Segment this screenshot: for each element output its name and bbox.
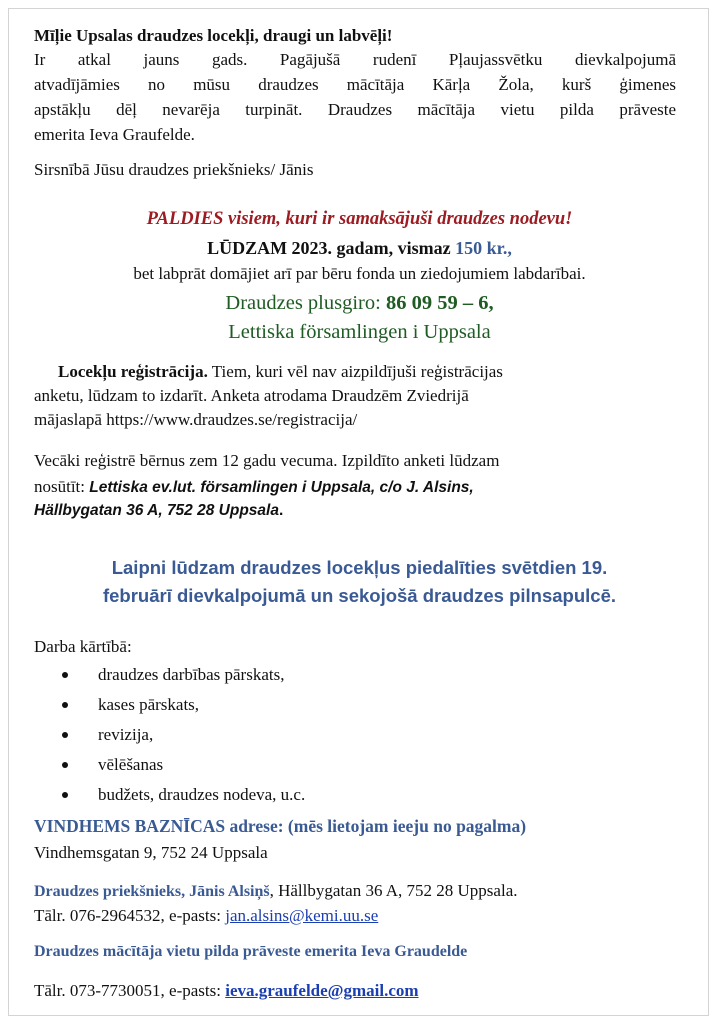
intro-line-2: atvadījāmies no mūsu draudzes mācītāja Kārļa Žola, kurš ģimenes	[34, 75, 676, 94]
agenda-item	[62, 694, 305, 724]
bullet-icon	[62, 762, 68, 768]
children-line-1: Vecāki reģistrē bērnus zem 12 gadu vecuma. Izpildīto anketi lūdzam	[34, 451, 500, 470]
pastor-phone: Tālr. 073-7730051, e-pasts:	[34, 981, 226, 1000]
invitation-line-2: februārī dievkalpojumā un sekojošā draudzes pilnsapulcē.	[102, 585, 616, 606]
signature: Sirsnībā Jūsu draudzes priekšnieks/ Jānis	[34, 160, 314, 179]
invitation-line-1: Laipni lūdzam draudzes locekļus piedalīties svētdien 19.	[111, 557, 608, 578]
chair-phone: Tālr. 076-2964532, e-pasts:	[34, 906, 226, 925]
agenda-item-label: draudzes darbības pārskats,	[98, 665, 285, 684]
plusgiro-number: 86 09 59 – 6,	[385, 292, 494, 314]
greeting-heading: Mīļie Upsalas draudzes locekļi, draugi un labvēļi!	[34, 26, 393, 45]
agenda-title: Darba kārtībā:	[34, 637, 132, 656]
agenda-item-label: kases pārskats,	[98, 695, 200, 714]
intro-line-3: apstākļu dēļ nevarēja turpināt. Draudzes mācītāja vietu pilda prāveste	[34, 100, 676, 119]
fee-amount: 150 kr.,	[455, 238, 512, 258]
children-mailing-address: Lettiska ev.lut. församlingen i Uppsala, c/o J. Alsins,	[89, 479, 474, 496]
bullet-icon	[62, 732, 68, 738]
fee-note: bet labprāt domājiet arī par bēru fonda un ziedojumiem labdarībai.	[133, 264, 586, 283]
chair-contact-line	[34, 906, 378, 926]
agenda-item	[62, 784, 305, 814]
chair-address: , Hällbygatan 36 A, 752 28 Uppsala.	[269, 881, 518, 900]
children-line-2	[34, 477, 474, 497]
intro-line-4: emerita Ieva Graufelde.	[34, 125, 195, 144]
agenda-item-label: revizija,	[98, 725, 154, 744]
children-address-end: .	[278, 502, 284, 519]
bullet-icon	[62, 702, 68, 708]
children-line-2-prefix: nosūtīt:	[34, 477, 90, 496]
chair-label: Draudzes priekšnieks, Jānis Alsiņš	[34, 883, 270, 900]
church-address: Vindhemsgatan 9, 752 24 Uppsala	[34, 843, 268, 862]
children-address-street: Hällbygatan 36 A, 752 28 Uppsala	[34, 502, 279, 519]
chair-line	[34, 881, 518, 901]
plusgiro-line	[0, 292, 719, 315]
account-name: Lettiska församlingen i Uppsala	[228, 321, 491, 343]
registration-line-1-text: Tiem, kuri vēl nav aizpildījuši reģistrācijas	[207, 362, 503, 381]
agenda-item	[62, 724, 305, 754]
fee-request	[0, 238, 719, 259]
agenda-item-label: vēlēšanas	[98, 755, 164, 774]
registration-line-1	[58, 362, 503, 382]
pastor-contact-line	[34, 981, 419, 1001]
pastor-email-link[interactable]: ieva.graufelde@gmail.com	[225, 981, 419, 1000]
fee-request-prefix: LŪDZAM 2023. gadam, vismaz	[207, 238, 456, 258]
plusgiro-label: Draudzes plusgiro:	[225, 292, 386, 314]
registration-title: Locekļu reģistrācija.	[58, 362, 208, 381]
agenda-list	[62, 664, 305, 814]
registration-line-2: anketu, lūdzam to izdarīt. Anketa atrodama Draudzēm Zviedrijā	[34, 386, 469, 405]
thanks-line: PALDIES visiem, kuri ir samaksājuši draudzes nodevu!	[146, 209, 573, 229]
bullet-icon	[62, 672, 68, 678]
agenda-item	[62, 754, 305, 784]
pastor-line: Draudzes mācītāja vietu pilda prāveste emerita Ieva Graudelde	[34, 943, 468, 960]
chair-email-link[interactable]: jan.alsins@kemi.uu.se	[225, 906, 379, 925]
agenda-item-label: budžets, draudzes nodeva, u.c.	[98, 785, 306, 804]
bullet-icon	[62, 792, 68, 798]
children-line-3	[34, 502, 283, 520]
agenda-item	[62, 664, 305, 694]
registration-line-3: mājaslapā https://www.draudzes.se/registracija/	[34, 410, 358, 429]
intro-line-1: Ir atkal jauns gads. Pagājušā rudenī Pļaujassvētku dievkalpojumā	[34, 50, 676, 69]
church-heading: VINDHEMS BAZNĪCAS adrese: (mēs lietojam ieeju no pagalma)	[34, 816, 527, 836]
